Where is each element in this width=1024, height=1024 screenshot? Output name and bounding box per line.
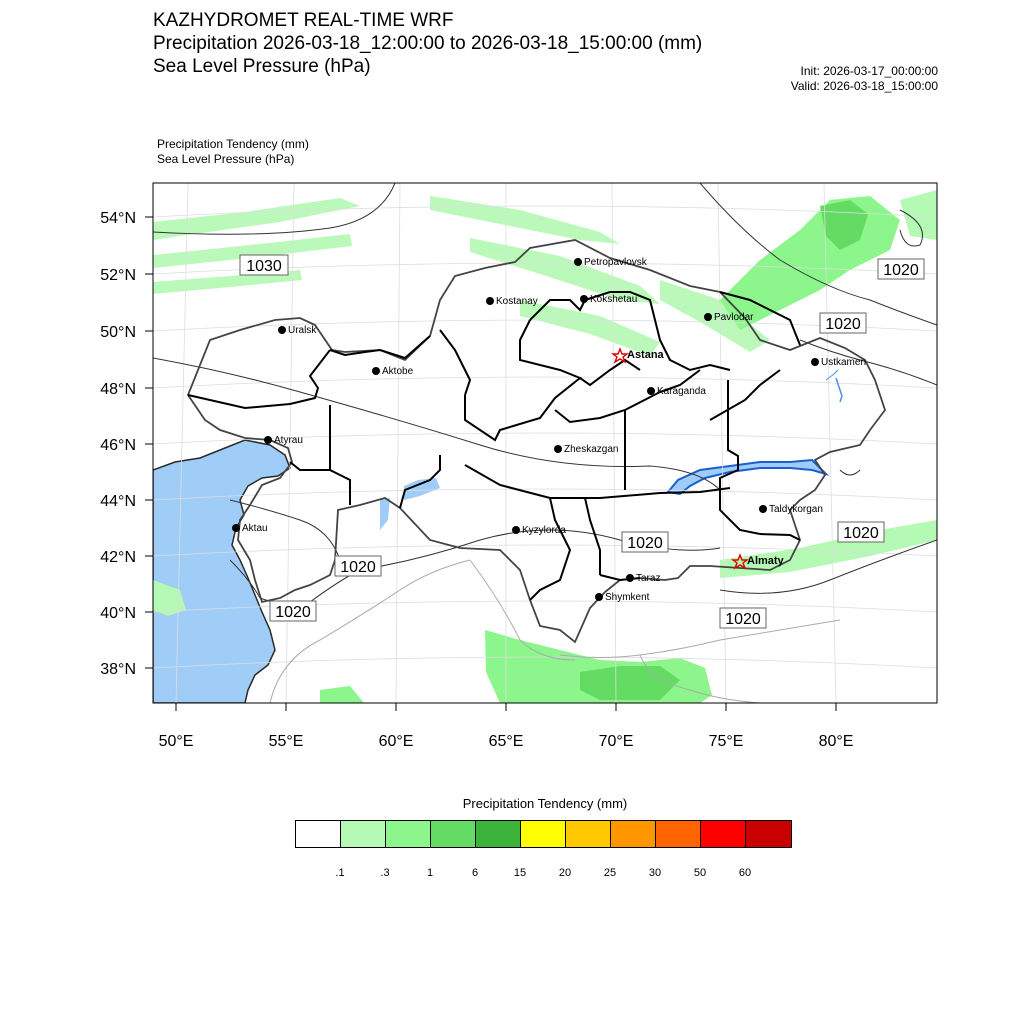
svg-text:Kyzylorda: Kyzylorda (522, 525, 566, 536)
lon-label: 50°E (158, 733, 194, 750)
isobar-label (622, 532, 668, 552)
lon-label: 80°E (818, 733, 854, 750)
lake-balkhash (668, 460, 826, 494)
svg-text:Almaty: Almaty (747, 555, 784, 567)
isobar-label (720, 608, 766, 628)
colorbar-title: Precipitation Tendency (mm) (462, 796, 628, 811)
svg-text:Kostanay: Kostanay (496, 296, 538, 307)
svg-text:1020: 1020 (825, 316, 861, 333)
lat-label: 42°N (100, 549, 136, 566)
city-astana (613, 349, 665, 362)
city-taraz (626, 573, 660, 584)
oblast-borders (188, 292, 800, 600)
svg-text:Shymkent: Shymkent (605, 592, 650, 603)
svg-text:Karaganda: Karaganda (657, 386, 706, 397)
lat-label: 44°N (100, 493, 136, 510)
svg-text:1020: 1020 (275, 604, 311, 621)
city-kyzylorda (512, 525, 566, 536)
colorbar-tick-label: .1 (335, 867, 345, 879)
colorbar-swatch (386, 821, 431, 847)
lat-label: 46°N (100, 437, 136, 454)
lat-label: 54°N (100, 210, 136, 227)
city-zheskazgan (554, 444, 618, 455)
chart-subtitle-slp: Sea Level Pressure (hPa) (153, 56, 371, 77)
colorbar-swatch (296, 821, 341, 847)
svg-text:Uralsk: Uralsk (288, 325, 317, 336)
svg-text:1020: 1020 (843, 525, 879, 542)
caspian-sea (153, 440, 290, 703)
colorbar (295, 820, 792, 848)
colorbar-swatch (341, 821, 386, 847)
city-ustkamen (811, 357, 866, 368)
colorbar-tick-label: 20 (558, 867, 572, 879)
svg-text:1020: 1020 (883, 262, 919, 279)
longitude-labels (159, 733, 854, 750)
isobar-label (820, 313, 866, 333)
svg-text:Aktobe: Aktobe (382, 366, 414, 377)
colorbar-swatch (701, 821, 746, 847)
svg-text:Zheskazgan: Zheskazgan (564, 444, 619, 455)
valid-time: Valid: 2026-03-18_15:00:00 (790, 79, 938, 93)
svg-text:Atyrau: Atyrau (274, 435, 303, 446)
colorbar-swatch (746, 821, 791, 847)
city-aktau (232, 523, 268, 534)
colorbar-tick-label: 25 (603, 867, 617, 879)
lon-label: 55°E (268, 733, 304, 750)
colorbar-ticks (0, 867, 1024, 883)
colorbar-swatch (431, 821, 476, 847)
lat-label: 40°N (100, 605, 136, 622)
colorbar-swatch (476, 821, 521, 847)
svg-text:Astana: Astana (627, 349, 664, 361)
colorbar-swatch (566, 821, 611, 847)
svg-text:Taldykorgan: Taldykorgan (769, 504, 823, 515)
city-taldykorgan (759, 504, 823, 515)
isobar-label (270, 601, 316, 621)
svg-text:Kokshetau: Kokshetau (590, 294, 638, 305)
lon-label: 70°E (598, 733, 634, 750)
svg-text:Petropavlovsk: Petropavlovsk (584, 257, 647, 268)
lon-label: 65°E (488, 733, 524, 750)
lon-label: 75°E (708, 733, 744, 750)
colorbar-tick-label: 50 (693, 867, 707, 879)
city-kostanay (486, 296, 538, 307)
colorbar-tick-label: 1 (426, 867, 434, 879)
colorbar-tick-label: 30 (648, 867, 662, 879)
city-aktobe (372, 366, 414, 377)
svg-text:Ustkamen: Ustkamen (821, 357, 867, 368)
svg-text:1030: 1030 (246, 258, 282, 275)
colorbar-tick-label: 60 (738, 867, 752, 879)
lon-label: 60°E (378, 733, 414, 750)
svg-text:Taraz: Taraz (636, 573, 661, 584)
isobar-label (878, 259, 924, 279)
city-karaganda (647, 386, 706, 397)
latitude-labels (100, 210, 136, 678)
init-time: Init: 2026-03-17_00:00:00 (800, 64, 938, 78)
field-label-precip: Precipitation Tendency (mm) (157, 137, 309, 151)
chart-subtitle-precip: Precipitation 2026-03-18_12:00:00 to 2026-03-18_15:00:00 (mm) (153, 33, 703, 54)
colorbar-swatch (611, 821, 656, 847)
colorbar-swatch (521, 821, 566, 847)
svg-text:1020: 1020 (725, 611, 761, 628)
colorbar-tick-label: .3 (380, 867, 390, 879)
lat-label: 52°N (100, 267, 136, 284)
svg-text:Pavlodar: Pavlodar (714, 312, 754, 323)
colorbar-swatch (656, 821, 701, 847)
lat-label: 38°N (100, 661, 136, 678)
field-label-slp: Sea Level Pressure (hPa) (157, 152, 295, 166)
svg-text:1020: 1020 (627, 535, 663, 552)
isobar-label (240, 255, 288, 275)
svg-text:1020: 1020 (340, 559, 376, 576)
city-uralsk (278, 325, 317, 336)
isobar-labels (240, 255, 924, 628)
precip-bands-north (153, 196, 770, 356)
isobar-label (335, 556, 381, 576)
chart-title: KAZHYDROMET REAL-TIME WRF (153, 10, 454, 31)
lat-label: 50°N (100, 324, 136, 341)
isobar-label (838, 522, 884, 542)
colorbar-tick-label: 6 (471, 867, 479, 879)
svg-text:Aktau: Aktau (242, 523, 268, 534)
colorbar-tick-label: 15 (513, 867, 527, 879)
city-petropavlovsk (574, 257, 648, 268)
lat-label: 48°N (100, 381, 136, 398)
